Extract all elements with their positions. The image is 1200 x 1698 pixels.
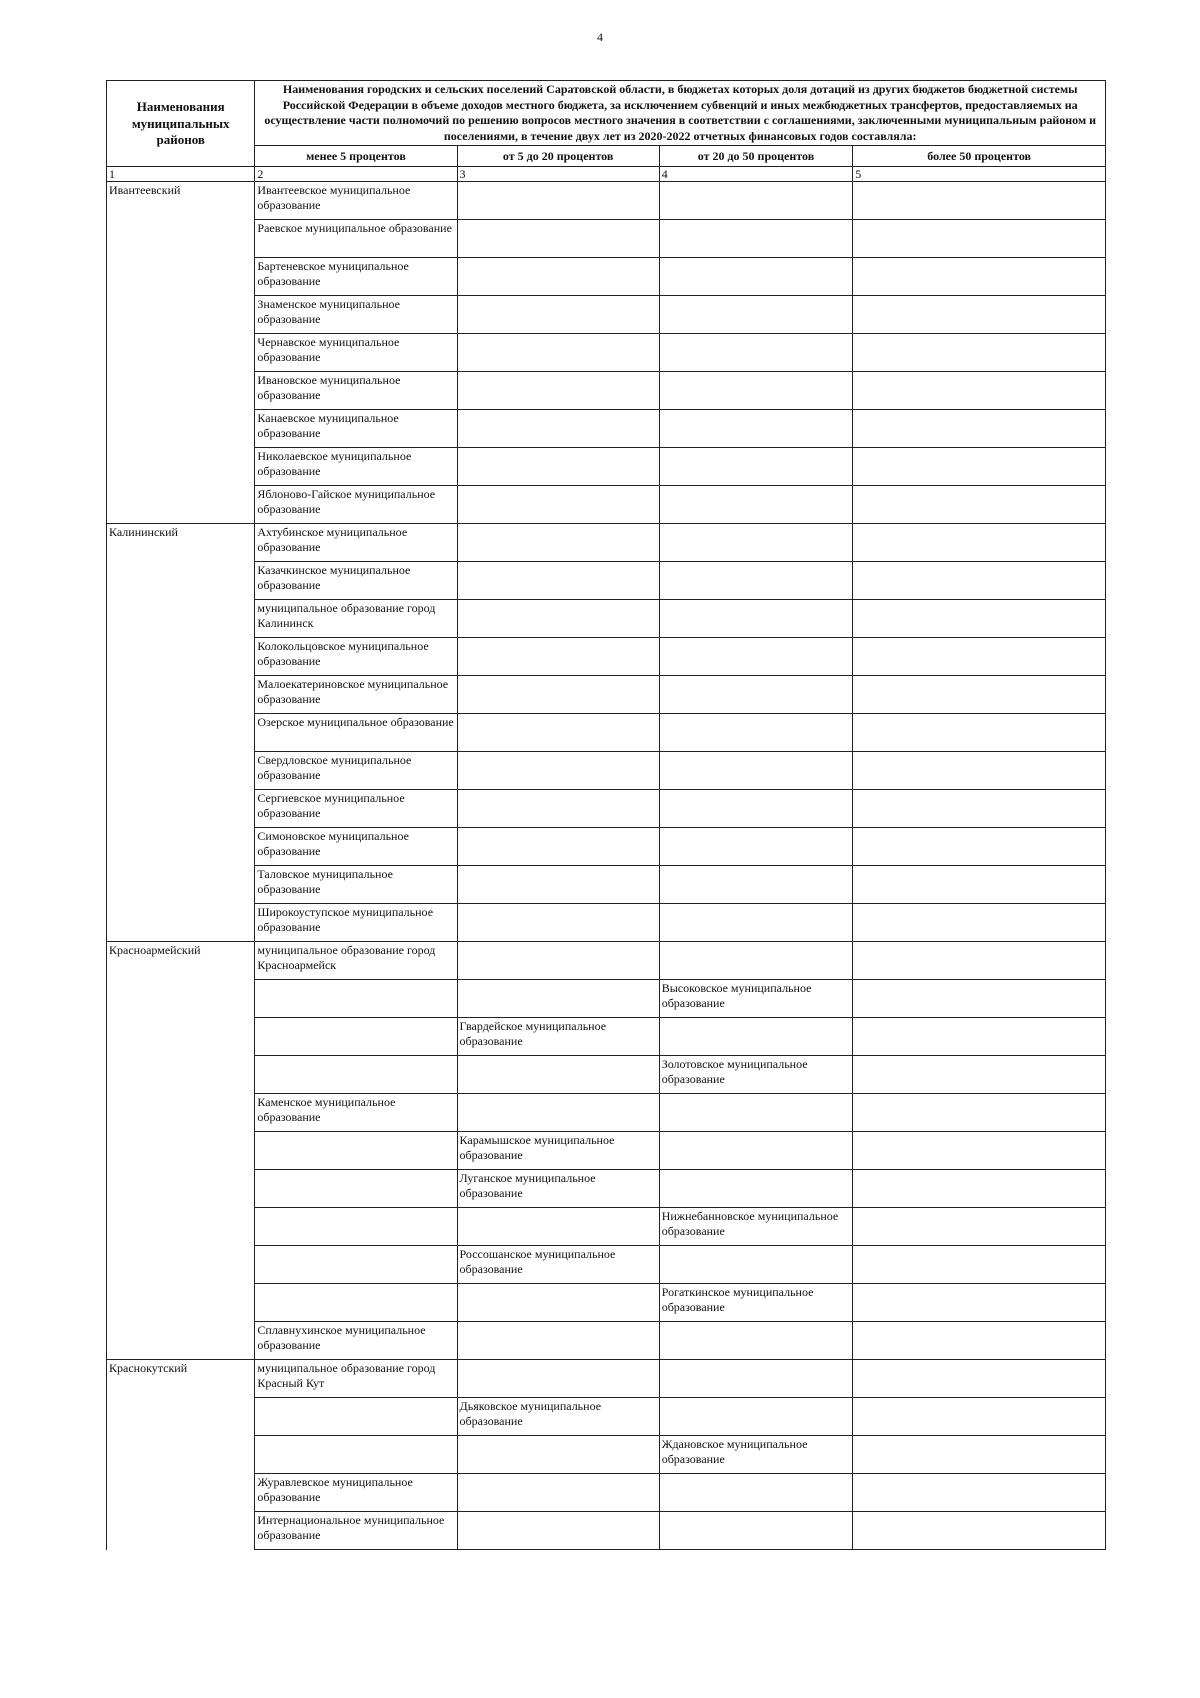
settlement-cell: Раевское муниципальное образование xyxy=(255,220,457,258)
settlement-cell xyxy=(659,334,853,372)
column-number: 5 xyxy=(853,167,1106,182)
settlement-cell xyxy=(659,752,853,790)
table-row xyxy=(107,334,1106,372)
settlement-cell: муниципальное образование город Красный Кут xyxy=(255,1360,457,1398)
settlement-cell xyxy=(853,1094,1106,1132)
settlement-cell xyxy=(457,1360,659,1398)
settlement-cell xyxy=(853,1398,1106,1436)
settlement-cell xyxy=(457,182,659,220)
settlement-cell xyxy=(255,1018,457,1056)
table-row xyxy=(107,1284,1106,1322)
settlement-cell: Сплавнухинское муниципальное образование xyxy=(255,1322,457,1360)
header-col-over-50: более 50 процентов xyxy=(853,146,1106,167)
district-name xyxy=(107,1208,255,1246)
settlement-cell xyxy=(853,486,1106,524)
settlement-cell xyxy=(853,448,1106,486)
table-row xyxy=(107,296,1106,334)
settlement-cell xyxy=(457,1474,659,1512)
district-name xyxy=(107,562,255,600)
column-number: 4 xyxy=(659,167,853,182)
settlement-cell: Золотовское муниципальное образование xyxy=(659,1056,853,1094)
district-name xyxy=(107,866,255,904)
district-name xyxy=(107,828,255,866)
settlement-cell xyxy=(659,828,853,866)
column-number: 1 xyxy=(107,167,255,182)
settlement-cell: Ивантеевское муниципальное образование xyxy=(255,182,457,220)
settlement-cell: Малоекатериновское муниципальное образование xyxy=(255,676,457,714)
table-row xyxy=(107,258,1106,296)
table-row xyxy=(107,638,1106,676)
settlement-cell xyxy=(853,828,1106,866)
settlement-cell xyxy=(853,1436,1106,1474)
settlement-cell xyxy=(659,220,853,258)
settlement-cell xyxy=(853,1246,1106,1284)
settlement-cell xyxy=(853,258,1106,296)
settlement-cell: Журавлевское муниципальное образование xyxy=(255,1474,457,1512)
district-name xyxy=(107,676,255,714)
district-name xyxy=(107,904,255,942)
table-row xyxy=(107,562,1106,600)
settlement-cell xyxy=(255,1284,457,1322)
table-row xyxy=(107,182,1106,220)
settlement-cell xyxy=(457,1322,659,1360)
settlement-cell xyxy=(853,1512,1106,1550)
header-col-20-50: от 20 до 50 процентов xyxy=(659,146,853,167)
settlement-cell: Луганское муниципальное образование xyxy=(457,1170,659,1208)
settlement-cell xyxy=(659,600,853,638)
settlement-cell xyxy=(853,1170,1106,1208)
district-name xyxy=(107,410,255,448)
settlement-cell xyxy=(853,1474,1106,1512)
settlement-cell: Симоновское муниципальное образование xyxy=(255,828,457,866)
district-name xyxy=(107,1132,255,1170)
settlement-cell xyxy=(853,334,1106,372)
district-name xyxy=(107,296,255,334)
table-row xyxy=(107,372,1106,410)
settlement-cell: Рогаткинское муниципальное образование xyxy=(659,1284,853,1322)
district-name xyxy=(107,1246,255,1284)
settlement-cell xyxy=(659,1474,853,1512)
settlement-cell xyxy=(457,790,659,828)
settlement-cell xyxy=(255,980,457,1018)
settlement-cell: Интернациональное муниципальное образование xyxy=(255,1512,457,1550)
table-row xyxy=(107,714,1106,752)
settlement-cell xyxy=(853,676,1106,714)
settlement-cell: муниципальное образование город Калининск xyxy=(255,600,457,638)
settlement-cell xyxy=(255,1170,457,1208)
settlement-cell: Таловское муниципальное образование xyxy=(255,866,457,904)
district-name xyxy=(107,1512,255,1550)
table-body xyxy=(107,182,1106,1550)
settlement-cell xyxy=(457,1056,659,1094)
settlement-cell xyxy=(457,220,659,258)
settlement-cell xyxy=(457,638,659,676)
settlement-cell xyxy=(457,334,659,372)
column-number: 2 xyxy=(255,167,457,182)
district-name: Краснокутский xyxy=(107,1360,255,1398)
settlement-cell xyxy=(853,866,1106,904)
settlement-cell: муниципальное образование город Красноармейск xyxy=(255,942,457,980)
settlement-cell xyxy=(853,1056,1106,1094)
settlement-cell xyxy=(853,752,1106,790)
district-name: Калининский xyxy=(107,524,255,562)
settlement-cell xyxy=(853,600,1106,638)
settlement-cell xyxy=(659,638,853,676)
district-name xyxy=(107,790,255,828)
settlement-cell xyxy=(659,1132,853,1170)
settlement-cell: Ахтубинское муниципальное образование xyxy=(255,524,457,562)
district-name xyxy=(107,980,255,1018)
settlement-cell: Карамышское муниципальное образование xyxy=(457,1132,659,1170)
district-name xyxy=(107,1398,255,1436)
district-name xyxy=(107,486,255,524)
table-row xyxy=(107,942,1106,980)
table-row xyxy=(107,904,1106,942)
district-name xyxy=(107,1284,255,1322)
settlement-cell xyxy=(659,258,853,296)
settlement-cell: Яблоново-Гайское муниципальное образование xyxy=(255,486,457,524)
header-col-5-20: от 5 до 20 процентов xyxy=(457,146,659,167)
settlement-cell xyxy=(659,1398,853,1436)
settlement-cell: Россошанское муниципальное образование xyxy=(457,1246,659,1284)
table-row xyxy=(107,1246,1106,1284)
district-name xyxy=(107,1436,255,1474)
table-row xyxy=(107,752,1106,790)
settlement-cell xyxy=(853,1132,1106,1170)
table-row xyxy=(107,1018,1106,1056)
table-row xyxy=(107,1056,1106,1094)
settlement-cell: Колокольцовское муниципальное образование xyxy=(255,638,457,676)
districts-table xyxy=(106,80,1106,1550)
column-number: 3 xyxy=(457,167,659,182)
district-name xyxy=(107,1170,255,1208)
table-row xyxy=(107,448,1106,486)
settlement-cell xyxy=(853,980,1106,1018)
settlement-cell xyxy=(457,714,659,752)
settlement-cell xyxy=(659,790,853,828)
settlement-cell xyxy=(659,1170,853,1208)
settlement-cell xyxy=(457,524,659,562)
settlement-cell xyxy=(853,1208,1106,1246)
settlement-cell xyxy=(457,372,659,410)
table-row xyxy=(107,486,1106,524)
district-name xyxy=(107,220,255,258)
settlement-cell xyxy=(457,410,659,448)
settlement-cell: Широкоуступское муниципальное образование xyxy=(255,904,457,942)
settlement-cell xyxy=(659,182,853,220)
table-row xyxy=(107,1170,1106,1208)
settlement-cell xyxy=(853,562,1106,600)
district-name xyxy=(107,448,255,486)
table-row xyxy=(107,980,1106,1018)
settlement-cell: Ждановское муниципальное образование xyxy=(659,1436,853,1474)
settlement-cell xyxy=(659,448,853,486)
settlement-cell xyxy=(853,1284,1106,1322)
settlement-cell: Свердловское муниципальное образование xyxy=(255,752,457,790)
settlement-cell: Чернавское муниципальное образование xyxy=(255,334,457,372)
settlement-cell xyxy=(853,714,1106,752)
settlement-cell: Каменское муниципальное образование xyxy=(255,1094,457,1132)
table-row xyxy=(107,1512,1106,1550)
settlement-cell xyxy=(457,676,659,714)
settlement-cell xyxy=(255,1208,457,1246)
table-row xyxy=(107,676,1106,714)
settlement-cell xyxy=(853,1322,1106,1360)
settlement-cell xyxy=(659,714,853,752)
settlement-cell xyxy=(255,1056,457,1094)
district-name xyxy=(107,258,255,296)
header-col-under-5: менее 5 процентов xyxy=(255,146,457,167)
settlement-cell xyxy=(255,1246,457,1284)
settlement-cell: Высоковское муниципальное образование xyxy=(659,980,853,1018)
header-main: Наименования городских и сельских поселений Саратовской области, в бюджетах которых доля дотаций из других бюджетов бюджетной системы Российской Федерации в объеме доходов местного бюджета, за исключением субвенций и иных межбюджетных трансфертов, предоставляемых на осуществление части полномочий по решению вопросов местного значения в соответствии с соглашениями, заключенными муниципальным районом и поселениями, в течение двух лет из 2020-2022 отчетных финансовых годов составляла: xyxy=(255,81,1106,146)
settlement-cell xyxy=(659,1094,853,1132)
settlement-cell xyxy=(659,524,853,562)
settlement-cell: Бартеневское муниципальное образование xyxy=(255,258,457,296)
district-name: Ивантеевский xyxy=(107,182,255,220)
district-name xyxy=(107,372,255,410)
settlement-cell xyxy=(255,1398,457,1436)
district-name xyxy=(107,1094,255,1132)
settlement-cell xyxy=(457,904,659,942)
district-name xyxy=(107,638,255,676)
settlement-cell: Дьяковское муниципальное образование xyxy=(457,1398,659,1436)
settlement-cell xyxy=(457,448,659,486)
settlement-cell xyxy=(659,562,853,600)
table-row xyxy=(107,1436,1106,1474)
table-row xyxy=(107,410,1106,448)
settlement-cell xyxy=(659,486,853,524)
settlement-cell xyxy=(457,296,659,334)
table-row xyxy=(107,220,1106,258)
settlement-cell xyxy=(457,562,659,600)
settlement-cell xyxy=(457,866,659,904)
settlement-cell xyxy=(659,1512,853,1550)
settlement-cell xyxy=(255,1132,457,1170)
settlement-cell xyxy=(457,752,659,790)
settlement-cell xyxy=(659,676,853,714)
settlement-cell: Знаменское муниципальное образование xyxy=(255,296,457,334)
table-row xyxy=(107,1398,1106,1436)
settlement-cell xyxy=(457,1436,659,1474)
settlement-cell xyxy=(659,942,853,980)
table-row xyxy=(107,790,1106,828)
settlement-cell xyxy=(659,1018,853,1056)
table-row xyxy=(107,1094,1106,1132)
district-name xyxy=(107,714,255,752)
table-row xyxy=(107,1322,1106,1360)
settlement-cell xyxy=(659,372,853,410)
settlement-cell xyxy=(853,524,1106,562)
table-row xyxy=(107,1360,1106,1398)
settlement-cell xyxy=(853,638,1106,676)
district-name xyxy=(107,1018,255,1056)
settlement-cell xyxy=(853,942,1106,980)
settlement-cell xyxy=(853,372,1106,410)
settlement-cell xyxy=(659,1246,853,1284)
settlement-cell xyxy=(457,1094,659,1132)
settlement-cell xyxy=(659,1360,853,1398)
settlement-cell xyxy=(255,1436,457,1474)
settlement-cell xyxy=(457,600,659,638)
district-name xyxy=(107,752,255,790)
settlement-cell: Канаевское муниципальное образование xyxy=(255,410,457,448)
table-row xyxy=(107,1474,1106,1512)
settlement-cell: Николаевское муниципальное образование xyxy=(255,448,457,486)
settlement-cell xyxy=(659,866,853,904)
settlement-cell xyxy=(457,1208,659,1246)
header-districts: Наименования муниципальных районов xyxy=(107,81,255,167)
settlement-cell: Ивановское муниципальное образование xyxy=(255,372,457,410)
settlement-cell xyxy=(457,1284,659,1322)
district-name xyxy=(107,334,255,372)
settlement-cell xyxy=(853,790,1106,828)
settlement-cell xyxy=(659,296,853,334)
settlement-cell xyxy=(457,980,659,1018)
settlement-cell xyxy=(457,1512,659,1550)
table-row xyxy=(107,524,1106,562)
settlement-cell: Казачкинское муниципальное образование xyxy=(255,562,457,600)
settlement-cell: Сергиевское муниципальное образование xyxy=(255,790,457,828)
settlement-cell xyxy=(853,182,1106,220)
settlement-cell: Гвардейское муниципальное образование xyxy=(457,1018,659,1056)
table-row xyxy=(107,1132,1106,1170)
settlement-cell xyxy=(853,296,1106,334)
settlement-cell xyxy=(853,410,1106,448)
settlement-cell xyxy=(659,410,853,448)
district-name xyxy=(107,600,255,638)
settlement-cell xyxy=(659,1322,853,1360)
settlement-cell xyxy=(659,904,853,942)
settlement-cell xyxy=(457,258,659,296)
table-row xyxy=(107,828,1106,866)
district-name xyxy=(107,1474,255,1512)
settlement-cell xyxy=(853,220,1106,258)
settlement-cell xyxy=(853,904,1106,942)
settlement-cell xyxy=(457,486,659,524)
settlement-cell: Озерское муниципальное образование xyxy=(255,714,457,752)
settlement-cell xyxy=(457,828,659,866)
table-row xyxy=(107,600,1106,638)
page-number: 4 xyxy=(597,30,603,44)
table-row xyxy=(107,866,1106,904)
district-name: Красноармейский xyxy=(107,942,255,980)
district-name xyxy=(107,1056,255,1094)
settlement-cell xyxy=(853,1360,1106,1398)
table-row xyxy=(107,1208,1106,1246)
settlement-cell: Нижнебанновское муниципальное образование xyxy=(659,1208,853,1246)
settlement-cell xyxy=(853,1018,1106,1056)
district-name xyxy=(107,1322,255,1360)
settlement-cell xyxy=(457,942,659,980)
